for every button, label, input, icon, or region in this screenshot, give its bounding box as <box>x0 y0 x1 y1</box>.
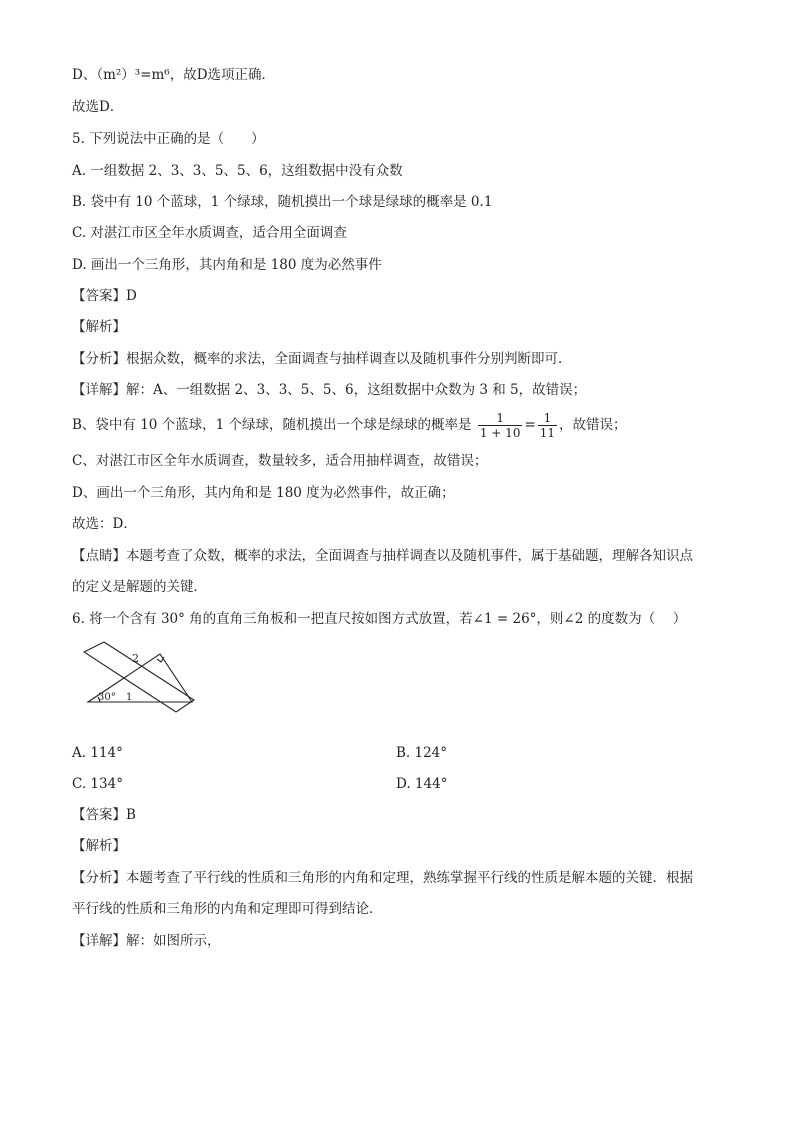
q5-analysis <box>72 350 572 368</box>
q5-jiexi-tag: 【解析】 <box>72 319 126 335</box>
q5-comment-cont: 的定义是解题的关键． <box>72 579 207 595</box>
text-line: 故选D． <box>72 99 124 115</box>
label-30: 30° <box>98 692 116 703</box>
comment-text: 本题考查了众数，概率的求法，全面调查与抽样调查以及随机事件，属于基础题，理解各知识点 <box>126 548 693 564</box>
q5-option-a: A. 一组数据 2、3、3、5、5、6，这组数据中没有众数 <box>72 163 403 179</box>
q6-option-b: B. 124° <box>396 745 448 761</box>
q6-option-c: C. 134° <box>72 776 123 792</box>
answer-value: D <box>126 288 137 304</box>
answer-value: B <box>126 807 136 823</box>
label-1: 1 <box>126 692 133 703</box>
q5-c-explanation: C、对湛江市区全年水质调查，数量较多，适合用抽样调查，故错误； <box>72 453 488 469</box>
comment-tag: 【点睛】 <box>72 548 126 564</box>
q6-analysis <box>72 869 693 887</box>
fraction: $\frac{1}{1 + 10}$ <box>479 411 521 440</box>
question-5-stem: 5. 下列说法中正确的是（ ） <box>72 131 265 147</box>
fraction: $\frac{1}{11}$ <box>539 411 556 440</box>
detail-text: 解：A、一组数据 2、3、3、5、5、6，这组数据中众数为 3 和 5，故错误； <box>126 382 587 398</box>
q5-answer <box>72 287 137 305</box>
q6-option-d: D. 144° <box>396 776 448 792</box>
analysis-text: 根据众数，概率的求法，全面调查与抽样调查以及随机事件分别判断即可． <box>126 351 572 367</box>
q5-option-b: B. 袋中有 10 个蓝球，1 个绿球，随机摸出一个球是绿球的概率是 0.1 <box>72 194 493 210</box>
text-line: D、（m²）³=m⁶，故D选项正确． <box>72 67 276 83</box>
right-angle-mark <box>157 657 164 662</box>
q5-detail <box>72 381 586 399</box>
q6-detail <box>72 932 221 950</box>
analysis-tag: 【分析】 <box>72 351 126 367</box>
q6-analysis-cont: 平行线的性质和三角形的内角和定理即可得到结论． <box>72 901 383 917</box>
geometry-figure <box>80 640 210 720</box>
q5-d-explanation: D、画出一个三角形，其内角和是 180 度为必然事件，故正确； <box>72 485 455 501</box>
answer-tag: 【答案】 <box>72 807 126 823</box>
analysis-text: 本题考查了平行线的性质和三角形的内角和定理，熟练掌握平行线的性质是解本题的关键．根据 <box>126 870 693 886</box>
q6-option-a: A. 114° <box>72 745 123 761</box>
label-2: 2 <box>132 652 139 665</box>
q5-b-explanation: B、袋中有 10 个蓝球，1 个绿球，随机摸出一个球是绿球的概率是 $\frac{1}{1 + 10}$ = $\frac{1}{11}$ ，故错误； <box>72 411 627 440</box>
detail-tag: 【详解】 <box>72 382 126 398</box>
answer-tag: 【答案】 <box>72 288 126 304</box>
q5-option-c: C. 对湛江市区全年水质调查，适合用全面调查 <box>72 225 347 241</box>
analysis-tag: 【分析】 <box>72 870 126 886</box>
q5-comment <box>72 547 693 565</box>
detail-tag: 【详解】 <box>72 933 126 949</box>
detail-text: 解：如图所示， <box>126 933 221 949</box>
q6-jiexi-tag: 【解析】 <box>72 838 126 854</box>
question-6-stem: 6. 将一个含有 30° 角的直角三角板和一把直尺按如图方式放置，若∠1 = 26°，则∠2 的度数为（ ） <box>72 611 687 627</box>
q6-answer <box>72 806 136 824</box>
q5-option-d: D. 画出一个三角形，其内角和是 180 度为必然事件 <box>72 257 382 273</box>
q5-conclusion: 故选：D． <box>72 516 137 532</box>
